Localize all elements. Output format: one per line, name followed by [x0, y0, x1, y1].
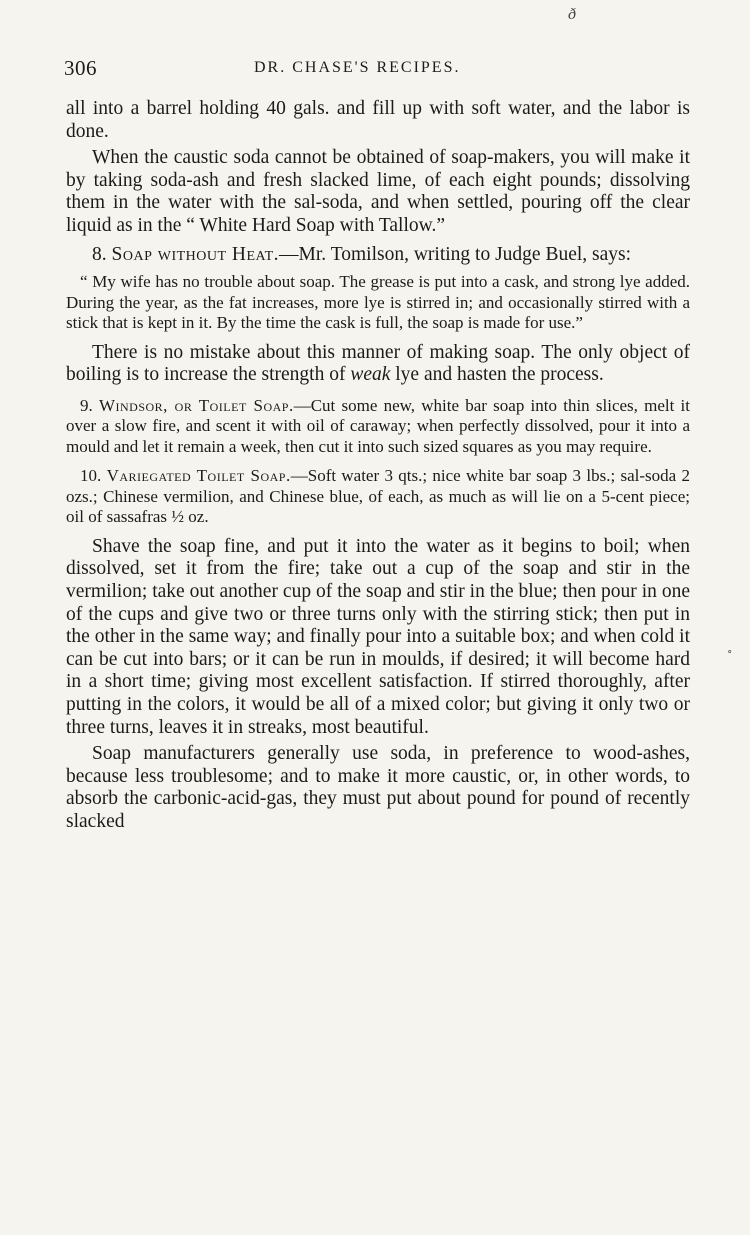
recipe-10-number: 10. [80, 466, 102, 486]
paragraph-caustic-soda: When the caustic soda cannot be obtained of soap-makers, you will make it by taking soda-ash and fresh slacked lime, of each eight pounds; dissolving them in the water with the sal-soda, and when settled, pouring off the clear liquid as in the “ White Hard Soap with Tallow.” [66, 147, 690, 236]
recipe-8-text: —Mr. Tomilson, writing to Judge Buel, says: [279, 243, 632, 265]
emphasis-weak: weak [350, 364, 391, 386]
running-title: DR. CHASE'S RECIPES. [254, 59, 461, 76]
paragraph-continuation: all into a barrel holding 40 gals. and fill up with soft water, and the labor is done. [66, 98, 690, 142]
margin-dot: ∘ [727, 646, 733, 658]
quotation: “ My wife has no trouble about soap. The grease is put into a cask, and strong lye added. During the year, as the fat increases, more lye is stirred in; and occasionally stirred with a stick that is kept in it. By the time the cask is full, the soap is made for use.” [66, 272, 690, 333]
recipe-10 [66, 466, 690, 528]
paragraph-no-mistake-a: There is no mistake about this manner of making soap. The only object of boiling is to increase the strength of [66, 341, 690, 386]
paragraph-shave-soap: Shave the soap fine, and put it into the water as it begins to boil; when dissolved, set it from the fire; take out a cup of the soap and stir in the vermilion; take out another cup of the soap and stir in the blue; then pour in one of the cups and give two or three turns only with the stirring stick; then put in the other in the same way; and finally pour into a suitable box; and when cold it can be cut into bars; or it can be run in moulds, if desired; it will become hard in a short time; giving most excellent satisfaction. If stirred thoroughly, after putting in the colors, it would be all of a mixed color; but giving it only two or three turns, leaves it in streaks, most beautiful. [66, 535, 690, 738]
running-head [64, 56, 690, 84]
recipe-9 [66, 396, 690, 458]
recipe-8-title: Soap without Heat. [111, 243, 280, 265]
folio-mark: ð [568, 6, 576, 23]
recipe-8-number: 8. [92, 243, 107, 265]
recipe-10-text: —Soft water 3 qts.; nice white bar soap 3 lbs.; sal-soda 2 ozs.; Chinese vermilion, and Chinese blue, of each, as much as will lie on a 5-cent piece; oil of sassafras ½ oz. [66, 466, 691, 527]
body-text [66, 98, 690, 834]
paragraph-no-mistake-b: lye and hasten the process. [390, 364, 604, 386]
recipe-9-text: —Cut some new, white bar soap into thin slices, melt it over a slow fire, and scent it with oil of caraway; when perfectly dissolved, pour it into a mould and let it remain a week, then cut it into such sized squares as you may require. [66, 395, 691, 456]
page-number: 306 [64, 56, 97, 80]
recipe-10-title: Variegated Toilet Soap. [106, 466, 291, 486]
paragraph-no-mistake [66, 342, 690, 387]
paragraph-manufacturers: Soap manufacturers generally use soda, in preference to wood-ashes, because less troublesome; and to make it more caustic, or, in other words, to absorb the carbonic-acid-gas, they must put about pound for pound of recently slacked [66, 743, 690, 832]
recipe-8 [66, 244, 690, 267]
recipe-9-title: Windsor, or Toilet Soap. [98, 395, 294, 415]
recipe-9-number: 9. [80, 395, 93, 415]
